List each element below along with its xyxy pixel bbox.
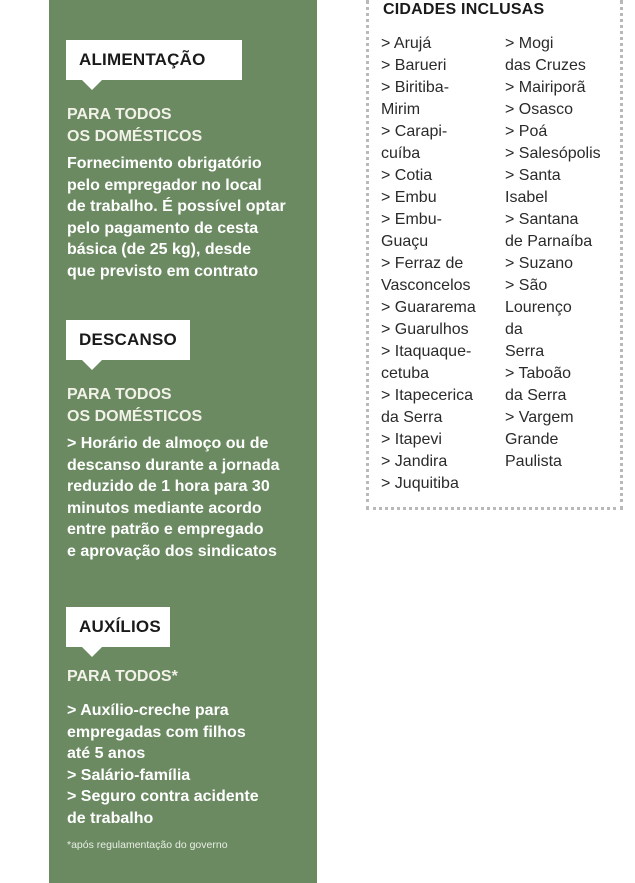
- body-line: e aprovação dos sindicatos: [67, 542, 277, 560]
- city-line: > Vargem: [505, 409, 574, 426]
- body-line: descanso durante a jornada: [67, 456, 280, 474]
- body-line: empregadas com filhos: [67, 723, 246, 741]
- city-line: > Embu: [381, 189, 437, 206]
- city-line: Mirim: [381, 101, 421, 118]
- city-line: das Cruzes: [505, 57, 586, 74]
- descanso-subhead: [67, 384, 312, 427]
- city-line: > Itapecerica: [381, 387, 474, 404]
- subhead-line: PARA TODOS*: [67, 668, 178, 685]
- cities-column-2: [505, 33, 623, 473]
- alimentacao-subhead: [67, 104, 312, 147]
- city-line: > Poá: [505, 123, 548, 140]
- body-line: até 5 anos: [67, 745, 146, 762]
- city-line: de Parnaíba: [505, 233, 593, 250]
- city-line: da Serra: [505, 387, 567, 404]
- city-line: > Mairiporã: [505, 79, 586, 96]
- city-line: Lourenço: [505, 299, 572, 316]
- body-line: minutos mediante acordo: [67, 499, 262, 517]
- descanso-tag: DESCANSO: [66, 320, 190, 360]
- body-line: reduzido de 1 hora para 30: [67, 478, 270, 495]
- city-line: > Taboão: [505, 365, 571, 382]
- city-line: > Arujá: [381, 35, 432, 52]
- city-line: Vasconcelos: [381, 277, 471, 294]
- city-line: cuíba: [381, 145, 421, 162]
- body-line: entre patrão e empregado: [67, 521, 264, 538]
- subhead-line: OS DOMÉSTICOS: [67, 407, 203, 425]
- auxilios-subhead: [67, 666, 312, 688]
- city-line: > Salesópolis: [505, 145, 601, 162]
- body-line: de trabalho. É possível optar: [67, 198, 286, 215]
- body-line: de trabalho: [67, 809, 154, 827]
- descanso-body: [67, 433, 312, 562]
- city-line: Grande: [505, 431, 559, 448]
- body-line: > Horário de almoço ou de: [67, 435, 269, 452]
- city-line: Serra: [505, 343, 545, 360]
- body-line: > Seguro contra acidente: [67, 788, 259, 805]
- city-line: > Biritiba-: [381, 79, 450, 96]
- subhead-line: PARA TODOS: [67, 386, 172, 403]
- city-line: > Suzano: [505, 255, 574, 272]
- city-line: > Barueri: [381, 57, 447, 74]
- city-line: > Jandira: [381, 453, 448, 470]
- city-line: > Mogi: [505, 35, 554, 52]
- city-line: > Guararema: [381, 299, 476, 316]
- city-line: > Santana: [505, 211, 579, 228]
- auxilios-tag: AUXÍLIOS: [66, 607, 170, 647]
- alimentacao-tag: ALIMENTAÇÃO: [66, 40, 242, 80]
- city-line: > São: [505, 277, 548, 294]
- subhead-line: OS DOMÉSTICOS: [67, 127, 203, 145]
- cities-title: CIDADES INCLUSAS: [383, 1, 545, 18]
- alimentacao-body: [67, 153, 312, 282]
- city-line: > Itapevi: [381, 431, 442, 448]
- subhead-line: PARA TODOS: [67, 106, 172, 123]
- body-line: > Auxílio-creche para: [67, 702, 229, 719]
- city-line: Paulista: [505, 453, 562, 470]
- city-line: > Ferraz de: [381, 255, 464, 272]
- city-line: da Serra: [381, 409, 443, 426]
- city-line: > Carapi-: [381, 123, 448, 140]
- auxilios-body: [67, 700, 312, 829]
- city-line: > Itaquaque-: [381, 343, 472, 360]
- benefits-panel: [49, 0, 317, 883]
- body-line: pelo pagamento de cesta: [67, 219, 259, 237]
- body-line: pelo empregador no local: [67, 176, 262, 194]
- footnote: *após regulamentação do governo: [67, 839, 228, 851]
- city-line: da: [505, 321, 523, 338]
- body-line: Fornecimento obrigatório: [67, 155, 262, 172]
- city-line: cetuba: [381, 365, 430, 382]
- city-line: Isabel: [505, 189, 548, 206]
- cities-box: [366, 0, 623, 510]
- city-line: > Osasco: [505, 101, 574, 118]
- city-line: > Guarulhos: [381, 321, 469, 338]
- body-line: que previsto em contrato: [67, 262, 259, 280]
- cities-column-1: [381, 33, 499, 495]
- body-line: > Salário-família: [67, 766, 191, 784]
- city-line: > Cotia: [381, 167, 433, 184]
- city-line: > Embu-: [381, 211, 442, 228]
- city-line: Guaçu: [381, 233, 429, 250]
- body-line: básica (de 25 kg), desde: [67, 241, 252, 258]
- city-line: > Santa: [505, 167, 561, 184]
- city-line: > Juquitiba: [381, 475, 459, 492]
